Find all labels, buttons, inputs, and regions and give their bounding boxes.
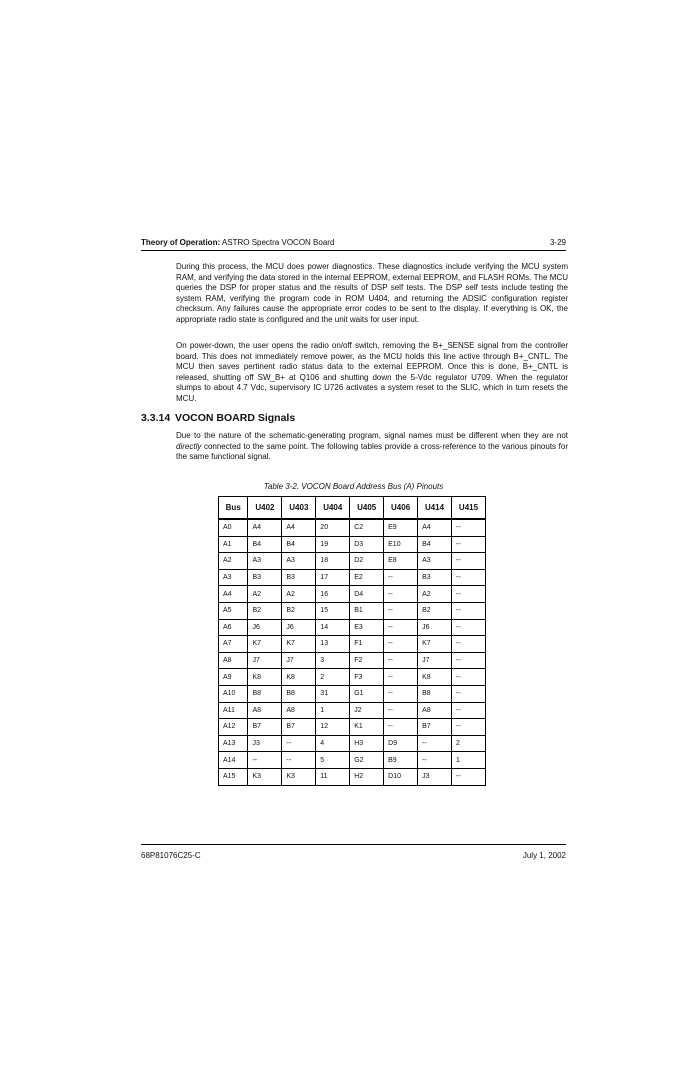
table-row — [219, 768, 486, 785]
table-cell: -- — [451, 619, 485, 636]
table-body — [219, 519, 486, 785]
table-cell: A3 — [248, 553, 282, 570]
table-cell: -- — [451, 586, 485, 603]
table-cell: K3 — [282, 768, 316, 785]
table-cell: -- — [451, 719, 485, 736]
column-header: U415 — [451, 497, 485, 520]
header-rule — [141, 250, 566, 251]
table-cell: K3 — [248, 768, 282, 785]
table-cell: E8 — [384, 553, 418, 570]
table-cell: -- — [451, 519, 485, 536]
table-cell: D9 — [384, 735, 418, 752]
page-footer — [141, 851, 566, 860]
table-cell: -- — [384, 569, 418, 586]
table-cell: E9 — [384, 519, 418, 536]
table-row — [219, 719, 486, 736]
table-cell: A2 — [418, 586, 452, 603]
paragraph-power-down: On power-down, the user opens the radio on/off switch, removing the B+_SENSE signal from the controller board. This does not immediately remove power, as the MCU holds this line active through B+_CNTL. The MCU then saves pertinent radio status data to the external EEPROM. Once this is done, B+_CNTL is released, shutting off SW_B+ at Q106 and shutting down the 5-Vdc regulator U709. When the regulator slumps to about 4.7 Vdc, supervisory IC U726 activates a system reset to the SLIC, which in turn resets the MCU. — [176, 341, 568, 403]
table-cell: 18 — [316, 553, 350, 570]
paragraph-signal-names — [176, 431, 568, 463]
table-cell: F1 — [350, 636, 384, 653]
column-header: U403 — [282, 497, 316, 520]
section-number: 3.3.14 — [141, 412, 171, 424]
table-cell: C2 — [350, 519, 384, 536]
table-cell: K8 — [248, 669, 282, 686]
table-row — [219, 735, 486, 752]
table-cell: B1 — [350, 602, 384, 619]
table-cell: B3 — [282, 569, 316, 586]
header-title-rest: ASTRO Spectra VOCON Board — [220, 238, 335, 247]
table-cell: B2 — [282, 602, 316, 619]
table-cell: -- — [384, 586, 418, 603]
table-cell: K1 — [350, 719, 384, 736]
table-cell: A12 — [219, 719, 248, 736]
table-cell: A8 — [219, 652, 248, 669]
table-cell: -- — [418, 735, 452, 752]
table-cell: 17 — [316, 569, 350, 586]
table-cell: 20 — [316, 519, 350, 536]
table-cell: G2 — [350, 752, 384, 769]
header-page-number: 3-29 — [549, 238, 566, 247]
table-row — [219, 652, 486, 669]
table-cell: 14 — [316, 619, 350, 636]
table-cell: D3 — [350, 536, 384, 553]
footer-doc-number: 68P81076C25-C — [141, 851, 201, 860]
table-row — [219, 553, 486, 570]
column-header: U405 — [350, 497, 384, 520]
table-cell: A8 — [248, 702, 282, 719]
table-cell: J6 — [248, 619, 282, 636]
table-cell: A7 — [219, 636, 248, 653]
address-bus-pinout-table — [218, 496, 486, 786]
table-cell: -- — [248, 752, 282, 769]
table-cell: B4 — [282, 536, 316, 553]
table-cell: D4 — [350, 586, 384, 603]
p3-text-italic: directly — [176, 441, 202, 451]
table-cell: 1 — [316, 702, 350, 719]
table-cell: A2 — [248, 586, 282, 603]
table-cell: -- — [451, 536, 485, 553]
table-cell: B7 — [282, 719, 316, 736]
table-cell: A3 — [282, 553, 316, 570]
table-cell: F3 — [350, 669, 384, 686]
table-cell: 1 — [451, 752, 485, 769]
table-cell: -- — [418, 752, 452, 769]
table-cell: A0 — [219, 519, 248, 536]
table-cell: D2 — [350, 553, 384, 570]
table-cell: K7 — [282, 636, 316, 653]
table-cell: -- — [451, 685, 485, 702]
table-cell: H3 — [350, 735, 384, 752]
table-cell: A2 — [282, 586, 316, 603]
table-cell: J3 — [418, 768, 452, 785]
table-cell: K7 — [418, 636, 452, 653]
column-header: Bus — [219, 497, 248, 520]
table-cell: A10 — [219, 685, 248, 702]
table-cell: A1 — [219, 536, 248, 553]
table-cell: 2 — [451, 735, 485, 752]
table-cell: 4 — [316, 735, 350, 752]
header-title — [141, 238, 334, 247]
table-cell: -- — [451, 569, 485, 586]
table-cell: -- — [384, 619, 418, 636]
footer-date: July 1, 2002 — [522, 851, 566, 860]
table-cell: 2 — [316, 669, 350, 686]
table-header-row — [219, 497, 486, 520]
table-cell: A15 — [219, 768, 248, 785]
table-row — [219, 752, 486, 769]
table-cell: -- — [384, 685, 418, 702]
table-cell: A8 — [418, 702, 452, 719]
table-row — [219, 685, 486, 702]
table-cell: E3 — [350, 619, 384, 636]
table-cell: J7 — [248, 652, 282, 669]
table-row — [219, 636, 486, 653]
table-cell: B3 — [248, 569, 282, 586]
column-header: U402 — [248, 497, 282, 520]
table-row — [219, 569, 486, 586]
table-cell: B7 — [418, 719, 452, 736]
table-cell: A3 — [219, 569, 248, 586]
table-cell: K8 — [418, 669, 452, 686]
column-header: U414 — [418, 497, 452, 520]
table-cell: 12 — [316, 719, 350, 736]
table-cell: A4 — [248, 519, 282, 536]
table-cell: B2 — [418, 602, 452, 619]
table-cell: A9 — [219, 669, 248, 686]
p3-text-before: Due to the nature of the schematic-generating program, signal names must be different when they are not — [176, 431, 568, 440]
table-cell: D10 — [384, 768, 418, 785]
table-cell: A11 — [219, 702, 248, 719]
table-cell: J6 — [418, 619, 452, 636]
table-cell: B2 — [248, 602, 282, 619]
table-cell: J6 — [282, 619, 316, 636]
table-cell: -- — [451, 702, 485, 719]
table-cell: B8 — [282, 685, 316, 702]
table-cell: A4 — [219, 586, 248, 603]
table-cell: A13 — [219, 735, 248, 752]
table-cell: A4 — [418, 519, 452, 536]
header-title-bold: Theory of Operation: — [141, 238, 221, 247]
table-cell: B4 — [418, 536, 452, 553]
table-cell: 11 — [316, 768, 350, 785]
table-cell: 5 — [316, 752, 350, 769]
table-cell: A3 — [418, 553, 452, 570]
table-row — [219, 536, 486, 553]
table-cell: -- — [384, 719, 418, 736]
table-cell: A4 — [282, 519, 316, 536]
table-cell: B9 — [384, 752, 418, 769]
table-cell: B7 — [248, 719, 282, 736]
table-cell: K8 — [282, 669, 316, 686]
table-cell: -- — [451, 768, 485, 785]
table-cell: B4 — [248, 536, 282, 553]
table-cell: E10 — [384, 536, 418, 553]
table-cell: J7 — [418, 652, 452, 669]
table-row — [219, 519, 486, 536]
page-header — [141, 238, 566, 247]
table-cell: 31 — [316, 685, 350, 702]
table-cell: -- — [451, 652, 485, 669]
column-header: U406 — [384, 497, 418, 520]
column-header: U404 — [316, 497, 350, 520]
table-cell: 13 — [316, 636, 350, 653]
table-cell: -- — [384, 702, 418, 719]
table-cell: B8 — [248, 685, 282, 702]
table-cell: -- — [384, 636, 418, 653]
table-cell: -- — [451, 602, 485, 619]
table-cell: 15 — [316, 602, 350, 619]
table-row — [219, 702, 486, 719]
table-cell: E2 — [350, 569, 384, 586]
table-cell: -- — [282, 735, 316, 752]
table-cell: -- — [282, 752, 316, 769]
table-cell: -- — [384, 669, 418, 686]
table-cell: -- — [451, 553, 485, 570]
p3-text-after: connected to the same point. The following tables provide a cross-reference to the various pinouts for the same functional signal. — [176, 441, 568, 461]
table-caption: Table 3-2. VOCON Board Address Bus (A) Pinouts — [263, 482, 444, 491]
paragraph-power-diagnostics: During this process, the MCU does power diagnostics. These diagnostics include verifying the MCU system RAM, and verifying the data stored in the internal EEPROM, external EEPROM, and FLASH ROMs. The MCU queries the DSP for proper status and the results of DSP self tests. The DSP self tests include testing the system RAM, verifying the program code in ROM U404, and returning the ADSIC configuration register checksum. Any failures cause the appropriate error codes to be sent to the display. If everything is OK, the appropriate radio state is configured and the unit waits for user input. — [176, 262, 568, 324]
section-title: VOCON BOARD Signals — [175, 412, 296, 424]
table-cell: 16 — [316, 586, 350, 603]
table-cell: A5 — [219, 602, 248, 619]
table-cell: -- — [384, 602, 418, 619]
table-cell: G1 — [350, 685, 384, 702]
table-cell: A2 — [219, 553, 248, 570]
table-row — [219, 602, 486, 619]
footer-rule — [141, 844, 566, 845]
table-row — [219, 669, 486, 686]
table-cell: 3 — [316, 652, 350, 669]
table-cell: A6 — [219, 619, 248, 636]
table-cell: 19 — [316, 536, 350, 553]
table-row — [219, 586, 486, 603]
table-cell: F2 — [350, 652, 384, 669]
table-cell: J3 — [248, 735, 282, 752]
table-cell: A8 — [282, 702, 316, 719]
table-cell: -- — [451, 669, 485, 686]
table-cell: J7 — [282, 652, 316, 669]
table-cell: -- — [451, 636, 485, 653]
table-cell: -- — [384, 652, 418, 669]
table-cell: A14 — [219, 752, 248, 769]
section-heading — [141, 412, 295, 424]
table-row — [219, 619, 486, 636]
table-cell: B8 — [418, 685, 452, 702]
table-cell: J2 — [350, 702, 384, 719]
table-cell: K7 — [248, 636, 282, 653]
table-cell: B3 — [418, 569, 452, 586]
table-cell: H2 — [350, 768, 384, 785]
